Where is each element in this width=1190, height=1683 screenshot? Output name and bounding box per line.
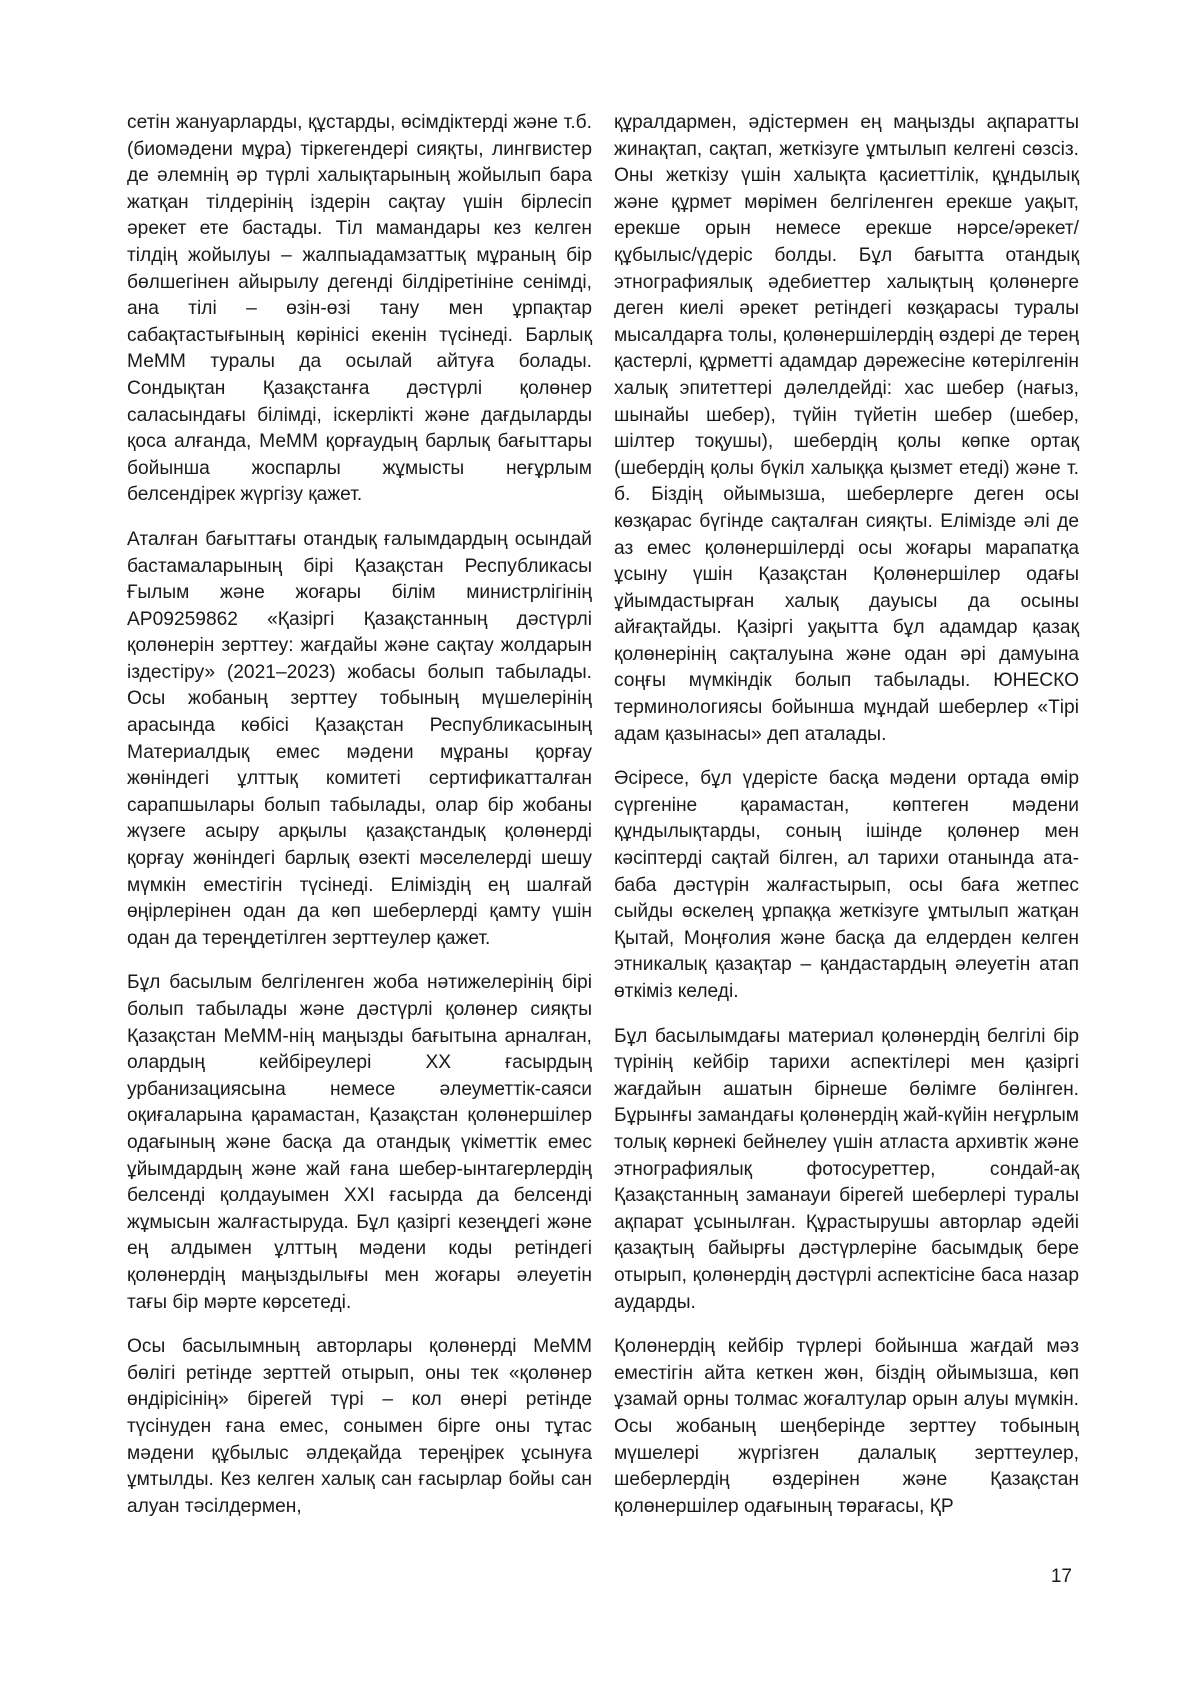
paragraph: Әсіресе, бұл үдерісте басқа мәдени ортада өмір сүргеніне қарамастан, көптеген мәдени құндылықтарды, соның ішінде қолөнер мен кәсіптерді сақтай білген, ал тарихи отанында ата-баба дәстүрін жалғастырып, осы баға жетпес сыйды өскелең ұрпаққа жеткізуге ұмтылып жатқан Қытай, Моңғолия және басқа да елдерден келген этникалық қазақтар – қандастардың әлеуетін атап өткіміз келеді. (614, 768, 1079, 1002)
paragraph: құралдармен, әдістермен ең маңызды ақпаратты жинақтап, сақтап, жеткізуге ұмтылып келгені сөзсіз. Оны жеткізу үшін халықта қасиеттілік, құндылық және құрмет мөрімен белгіленген ерекше уақыт, ерекше орын немесе ерекше нәрсе/әрекет/құбылыс/үдеріс болды. Бұл бағытта отандық этнографиялық әдебиеттер халықтың қолөнерге деген киелі әрекет ретіндегі көзқарасы туралы мысалдарға толы, қолөнершілердің өздері де терең қастерлі, құрметті адамдар дәрежесіне көтерілгенін халық эпитеттері дәлелдейді: хас шебер (нағыз, шынайы шебер), түйін түйетін шебер (шебер, шілтер тоқушы), шебердің қолы көпке ортақ (шебердің қолы бүкіл халыққа қызмет етеді) және т. б. Біздің ойымызша, шеберлерге деген осы көзқарас бүгінде сақталған сияқты. Елімізде әлі де аз емес қолөнершілерді осы жоғары марапатқа ұсыну үшін Қазақстан Қолөнершілер одағы ұйымдастырған халық дауысы да осыны айғақтайды. Қазіргі уақытта бұл адамдар қазақ қолөнерінің сақталуына және одан әрі дамуына соңғы мүмкіндік болып табылады. ЮНЕСКО терминологиясы бойынша мұндай шеберлер «Тірі адам қазынасы» деп аталады. (614, 112, 1079, 745)
right-column (614, 110, 1079, 1538)
paragraph: Қолөнердің кейбір түрлері бойынша жағдай мәз еместігін айта кеткен жөн, біздің ойымызша, көп ұзамай орны толмас жоғалтулар орын алуы мүмкін. Осы жобаның шеңберінде зерттеу тобының мүшелері жүргізген далалық зерттеулер, шеберлердің өздерінен және Қазақстан қолөнершілер одағының төрағасы, ҚР (614, 1336, 1079, 1517)
paragraph: Аталған бағыттағы отандық ғалымдардың осындай бастамаларының бірі Қазақстан Республикасы Ғылым және жоғары білім министрлігінің AP09259862 «Қазіргі Қазақстанның дәстүрлі қолөнерін зерттеу: жағдайы және сақтау жолдарын іздестіру» (2021–2023) жобасы болып табылады. Осы жобаның зерттеу тобының мүшелерінің арасында көбісі Қазақстан Республикасының Материалдық емес мәдени мұраны қорғау жөніндегі ұлттық комитеті сертификатталған сарапшылары болып табылады, олар бір жобаны жүзеге асыру арқылы қазақстандық қолөнерді қорғау жөніндегі барлық өзекті мәселелерді шешу мүмкін еместігін түсінеді. Еліміздің ең шалғай өңірлерінен одан да көп шеберлерді қамту үшін одан да тереңдетілген зерттеулер қажет. (127, 528, 592, 949)
left-column (127, 110, 592, 1538)
paragraph: Бұл басылымдағы материал қолөнердің белгілі бір түрінің кейбір тарихи аспектілері мен қазіргі жағдайын ашатын бірнеше бөлімге бөлінген. Бұрынғы замандағы қолөнердің жай-күйін неғұрлым толық көрнекі бейнелеу үшін атласта архивтік және этнографиялық фотосуреттер, сондай-ақ Қазақстанның заманауи бірегей шеберлері туралы ақпарат ұсынылған. Құрастырушы авторлар әдейі қазақтың байырғы дәстүрлеріне басымдық бере отырып, қолөнердің дәстүрлі аспектісіне баса назар аударды. (614, 1025, 1079, 1313)
paragraph: Осы басылымның авторлары қолөнерді МеММ бөлігі ретінде зерттей отырып, оны тек «қолөнер өндірісінің» бірегей түрі – кол өнері ретінде түсінуден ғана емес, сонымен бірге оны тұтас мәдени құбылыс әлдеқайда тереңірек ұсынуға ұмтылды. Кез келген халық сан ғасырлар бойы сан алуан тәсілдермен, (127, 1336, 592, 1517)
paragraph: Бұл басылым белгіленген жоба нәтижелерінің бірі болып табылады және дәстүрлі қолөнер сияқты Қазақстан МеММ-нің маңызды бағытына арналған, олардың кейбіреулері XX ғасырдың урбанизациясына немесе әлеуметтік-саяси оқиғаларына қарамастан, Қазақстан қолөнершілер одағының және басқа да отандық үкіметтік емес ұйымдардың және жай ғана шебер-ынтагерлердің белсенді қолдауымен XXI ғасырда да белсенді жұмысын жалғастыруда. Бұл қазіргі кезеңдегі және ең алдымен ұлттың мәдени коды ретіндегі қолөнердің маңыздылығы мен жоғары әлеуетін тағы бір мәрте көрсетеді. (127, 972, 592, 1313)
paragraph: сетін жануарларды, құстарды, өсімдіктерді және т.б. (биомәдени мұра) тіркегендері сияқты, лингвистер де әлемнің әр түрлі халықтарының жойылып бара жатқан тілдерінің іздерін сақтау үшін бірлесіп әрекет ете бастады. Тіл мамандары кез келген тілдің жойылуы – жалпыадамзаттық мұраның бір бөлшегінен айырылу дегенді білдіретініне сенімді, ана тілі – өзін-өзі тану мен ұрпақтар сабақтастығының көрінісі екенін түсінеді. Барлық МеММ туралы да осылай айтуға болады. Сондықтан Қазақстанға дәстүрлі қолөнер саласындағы білімді, іскерлікті және дағдыларды қоса алғанда, МеММ қорғаудың барлық бағыттары бойынша жоспарлы жұмысты неғұрлым белсендірек жүргізу қажет. (127, 112, 592, 506)
page-number: 17 (1050, 1566, 1072, 1587)
